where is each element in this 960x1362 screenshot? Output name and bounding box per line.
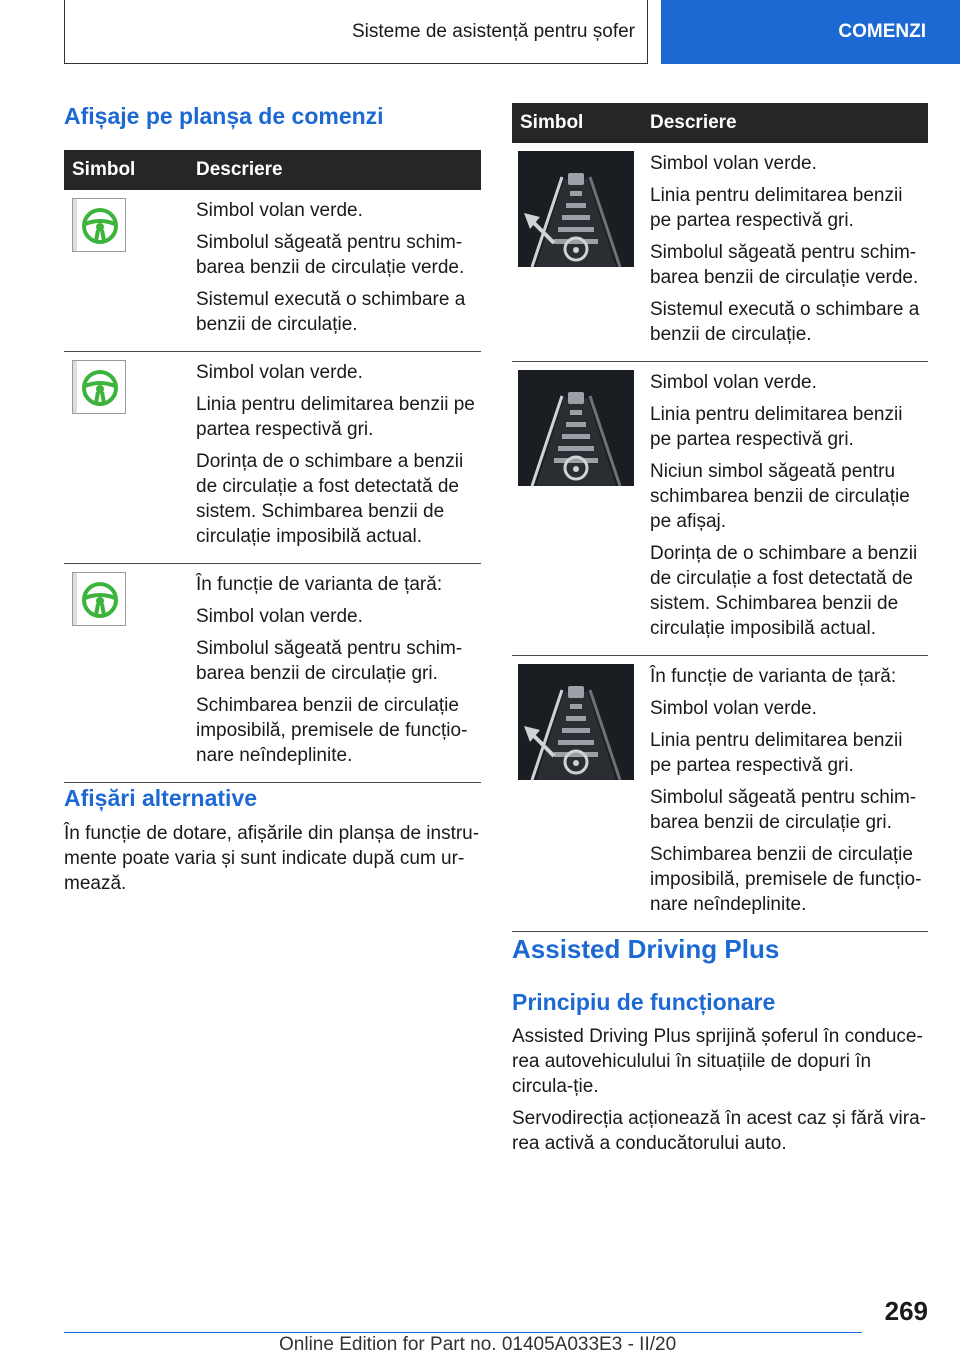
- symbol-cell: [64, 564, 188, 783]
- description-line: Linia pentru delimitarea benzii pe partea respectivă gri.: [650, 404, 903, 450]
- description-line: Dorința de o schimbare a benzii de circulație a fost detectată de sistem. Schimbarea benzii de circulație imposibilă actual.: [196, 451, 464, 547]
- description-line: Simbolul săgeată pentru schim-barea benzii de circulație verde.: [650, 242, 919, 288]
- col-header-description: Descriere: [188, 150, 481, 190]
- description-line: Linia pentru delimitarea benzii pe partea respectivă gri.: [196, 394, 475, 440]
- lane-change-display-icon: [518, 664, 634, 780]
- description-line: Simbol volan verde.: [196, 606, 363, 627]
- description-cell: [188, 352, 481, 564]
- description-line: Simbol volan verde.: [650, 153, 817, 174]
- page-number: 269: [884, 1296, 928, 1326]
- description-line: Schimbarea benzii de circulație imposibilă, premisele de funcțio-nare neîndeplinite.: [650, 844, 922, 915]
- table-row: [64, 190, 481, 352]
- description-line: Niciun simbol săgeată pentru schimbarea benzii de circulație pe afișaj.: [650, 461, 910, 532]
- heading-assisted-driving-plus: Assisted Driving Plus: [512, 934, 780, 964]
- description-line: În funcție de varianta de țară:: [196, 574, 443, 595]
- principle-paragraph-1: Assisted Driving Plus sprijină șoferul în conduce-rea autovehiculului în situațiile de dopuri în circula-ție.: [512, 1026, 923, 1097]
- description-line: Simbol volan verde.: [650, 698, 817, 719]
- description-line: Sistemul execută o schimbare a benzii de circulație.: [196, 289, 466, 335]
- symbol-cell: [512, 143, 642, 362]
- description-line: Dorința de o schimbare a benzii de circulație a fost detectată de sistem. Schimbarea benzii de circulație imposibilă actual.: [650, 543, 918, 639]
- lane-change-display-icon: [518, 151, 634, 267]
- description-line: Simbol volan verde.: [196, 200, 363, 221]
- chapter-label: COMENZI: [838, 21, 926, 42]
- steering-wheel-green-icon: [72, 360, 126, 414]
- symbol-cell: [64, 190, 188, 352]
- table-row: [64, 352, 481, 564]
- description-cell: [188, 564, 481, 783]
- alternative-paragraph: În funcție de dotare, afișările din planșa de instru-mente poate varia și sunt indicate după cum ur-mează.: [64, 823, 480, 894]
- lane-display-icon: [518, 370, 634, 486]
- table-row: [512, 143, 928, 362]
- description-line: Simbol volan verde.: [650, 372, 817, 393]
- footer-rule: [64, 1332, 862, 1333]
- col-header-symbol: Simbol: [64, 150, 188, 190]
- principle-paragraph-2: Servodirecția acționează în acest caz și fără vira-rea activă a conducătorului auto.: [512, 1108, 926, 1154]
- footer-edition: Online Edition for Part no. 01405A033E3 - II/20: [279, 1334, 677, 1355]
- table-row: [64, 564, 481, 783]
- description-line: Simbolul săgeată pentru schim-barea benzii de circulație verde.: [196, 232, 465, 278]
- col-header-symbol: Simbol: [512, 103, 642, 143]
- symbol-table-left: [64, 150, 481, 783]
- chapter-tab[interactable]: [661, 0, 960, 64]
- heading-principle: Principiu de funcționare: [512, 989, 776, 1015]
- symbol-cell: [512, 656, 642, 932]
- col-header-description: Descriere: [642, 103, 928, 143]
- section-heading-alternative: Afișări alternative: [64, 785, 258, 811]
- symbol-cell: [64, 352, 188, 564]
- description-cell: [642, 656, 928, 932]
- description-line: Linia pentru delimitarea benzii pe partea respectivă gri.: [650, 730, 903, 776]
- steering-wheel-green-icon: [72, 572, 126, 626]
- description-cell: [642, 362, 928, 656]
- description-line: Schimbarea benzii de circulație imposibilă, premisele de funcțio-nare neîndeplinite.: [196, 695, 468, 766]
- description-cell: [642, 143, 928, 362]
- description-cell: [188, 190, 481, 352]
- description-line: Linia pentru delimitarea benzii pe partea respectivă gri.: [650, 185, 903, 231]
- description-line: Simbol volan verde.: [196, 362, 363, 383]
- symbol-table-right: [512, 103, 928, 932]
- description-line: Sistemul execută o schimbare a benzii de circulație.: [650, 299, 920, 345]
- section-title: Sisteme de asistență pentru șofer: [351, 20, 635, 42]
- steering-wheel-green-icon: [72, 198, 126, 252]
- description-line: Simbolul săgeată pentru schim-barea benzii de circulație gri.: [196, 638, 463, 684]
- description-line: Simbolul săgeată pentru schim-barea benzii de circulație gri.: [650, 787, 917, 833]
- running-header-section: [64, 0, 648, 64]
- table-row: [512, 656, 928, 932]
- description-line: În funcție de varianta de țară:: [650, 666, 897, 687]
- section-heading-displays: Afișaje pe planșa de comenzi: [64, 103, 384, 129]
- symbol-cell: [512, 362, 642, 656]
- table-row: [512, 362, 928, 656]
